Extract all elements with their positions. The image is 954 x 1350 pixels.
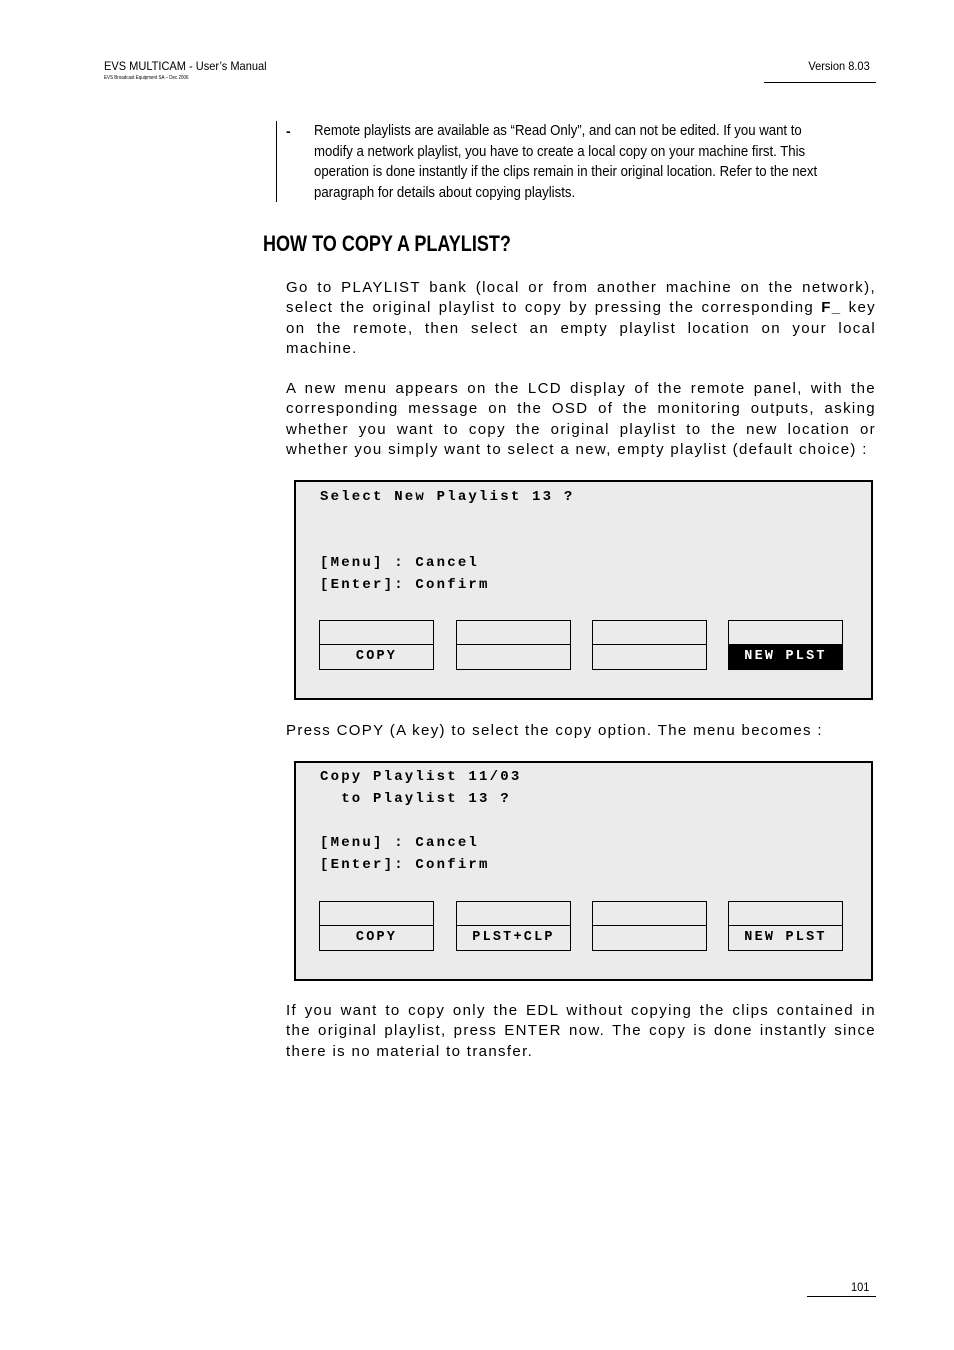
- lcd-key-blank[interactable]: [456, 620, 571, 670]
- paragraph-1: [286, 278, 876, 359]
- footer-rule: [807, 1296, 876, 1297]
- lcd-line: [Enter]: Confirm: [320, 577, 490, 593]
- lcd-key-copy[interactable]: [319, 901, 434, 951]
- manual-subtitle: EVS Broadcast Equipment SA – Dec 2006: [104, 75, 189, 81]
- lcd-key-label: PLST+CLP: [472, 930, 555, 945]
- manual-title: EVS MULTICAM - User’s Manual: [104, 59, 267, 73]
- lcd-key-new-playlist[interactable]: [728, 901, 843, 951]
- paragraph-4: If you want to copy only the EDL without copying the clips contained in the original playlist, press ENTER now. The copy is done instantly since there is no material to transfer.: [286, 1002, 876, 1060]
- lcd-key-new-playlist-selected[interactable]: [728, 620, 843, 670]
- paragraph-1-text-a: Go to PLAYLIST bank (local or from another machine on the network), select the original playlist to copy by pressing the corresponding: [286, 279, 876, 317]
- paragraph-1-text-b: key on the remote, then select an empty playlist location on your local machine.: [286, 299, 876, 357]
- lcd-line: Select New Playlist 13 ?: [320, 489, 575, 505]
- function-key: F_: [821, 299, 842, 317]
- lcd-line: to Playlist 13 ?: [320, 791, 511, 807]
- lcd-key-label: NEW PLST: [744, 930, 827, 945]
- lcd-screen-copy-playlist: [294, 761, 873, 981]
- lcd-line: [Enter]: Confirm: [320, 857, 490, 873]
- paragraph-2: A new menu appears on the LCD display of the remote panel, with the corresponding message on the OSD of the monitoring outputs, asking whether you want to copy the original playlist to the new location or whether you simply want to select a new, empty playlist (default choice) :: [286, 380, 876, 458]
- lcd-key-label: COPY: [355, 649, 398, 664]
- version-label: Version 8.03: [808, 59, 870, 73]
- lcd-key-label: COPY: [355, 930, 398, 945]
- lcd-key-copy[interactable]: [319, 620, 434, 670]
- lcd-screen-new-playlist: [294, 480, 873, 700]
- lcd-key-label: [593, 926, 706, 950]
- lcd-line: Copy Playlist 11/03: [320, 769, 522, 785]
- lcd-key-label: [593, 645, 706, 669]
- bullet-mark: -: [286, 123, 291, 139]
- paragraph-3: Press COPY (A key) to select the copy option. The menu becomes :: [286, 722, 823, 739]
- lcd-line: [Menu] : Cancel: [320, 835, 480, 851]
- lcd-key-blank[interactable]: [592, 901, 707, 951]
- lcd-key-label: [457, 645, 570, 669]
- page-number: 101: [851, 1280, 870, 1294]
- lcd-key-blank[interactable]: [592, 620, 707, 670]
- lcd-key-label: NEW PLST: [729, 645, 842, 669]
- section-title: HOW TO COPY A PLAYLIST?: [263, 231, 511, 256]
- change-bar: [276, 121, 277, 202]
- bullet-text: Remote playlists are available as “Read Only”, and can not be edited. If you want to modify a network playlist, you have to create a local copy on your machine first. This operation is done instantly if the clips remain in their original location. Refer to the next paragraph for details about copying playlists.: [314, 123, 818, 201]
- lcd-key-playlist-and-clips[interactable]: [456, 901, 571, 951]
- lcd-line: [Menu] : Cancel: [320, 555, 480, 571]
- page-header-left: [104, 59, 281, 81]
- header-rule: [764, 82, 876, 83]
